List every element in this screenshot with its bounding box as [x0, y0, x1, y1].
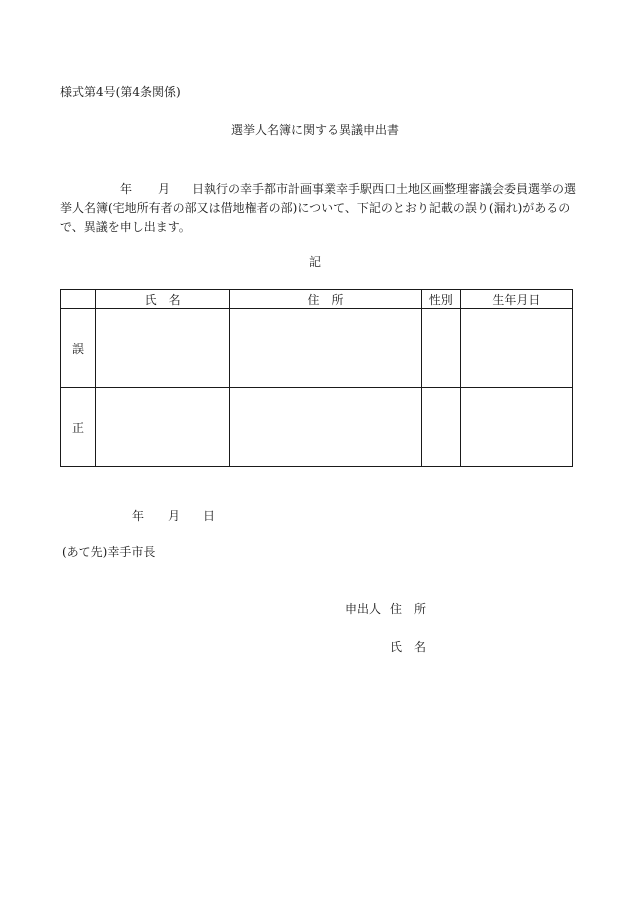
body-line-3: で、異議を申し出ます。 — [60, 220, 191, 234]
addressee: (あて先)幸手市長 — [62, 545, 156, 559]
applicant-address-label: 住 所 — [390, 602, 427, 616]
cell-correct-name[interactable] — [96, 388, 230, 467]
objection-table — [60, 289, 573, 467]
body-line-1-text: 日執行の幸手都市計画事業幸手駅西口土地区画整理審議会委員選挙の選 — [192, 182, 577, 196]
ki-marker: 記 — [308, 255, 321, 269]
cell-correct-birthdate[interactable] — [460, 388, 572, 467]
header-cell-blank — [61, 290, 96, 309]
table-header-row — [61, 290, 573, 309]
header-cell-sex: 性別 — [421, 290, 460, 309]
form-number: 様式第4号(第4条関係) — [60, 85, 181, 99]
body-text — [60, 180, 575, 237]
row-label-incorrect: 誤 — [61, 309, 96, 388]
applicant-name-label: 氏 名 — [390, 640, 427, 654]
filed-date — [132, 510, 215, 522]
row-label-correct: 正 — [61, 388, 96, 467]
header-cell-birthdate: 生年月日 — [460, 290, 572, 309]
filed-year: 年 — [132, 509, 145, 523]
table-row-correct — [61, 388, 573, 467]
table-row-incorrect — [61, 309, 573, 388]
document-title: 選挙人名簿に関する異議申出書 — [230, 123, 399, 137]
body-year: 年 — [120, 182, 133, 196]
cell-correct-address[interactable] — [230, 388, 421, 467]
body-line-1 — [60, 180, 575, 199]
body-line-2: 挙人名簿(宅地所有者の部又は借地権者の部)について、下記のとおり記載の誤り(漏れ)があるの — [60, 201, 571, 215]
cell-incorrect-address[interactable] — [230, 309, 421, 388]
header-cell-name: 氏 名 — [96, 290, 230, 309]
cell-incorrect-sex[interactable] — [421, 309, 460, 388]
cell-correct-sex[interactable] — [421, 388, 460, 467]
cell-incorrect-name[interactable] — [96, 309, 230, 388]
filed-day: 日 — [203, 509, 216, 523]
cell-incorrect-birthdate[interactable] — [460, 309, 572, 388]
header-cell-address: 住 所 — [230, 290, 421, 309]
applicant-label: 申出人 — [345, 602, 382, 616]
body-month: 月 — [158, 182, 171, 196]
filed-month: 月 — [168, 509, 181, 523]
